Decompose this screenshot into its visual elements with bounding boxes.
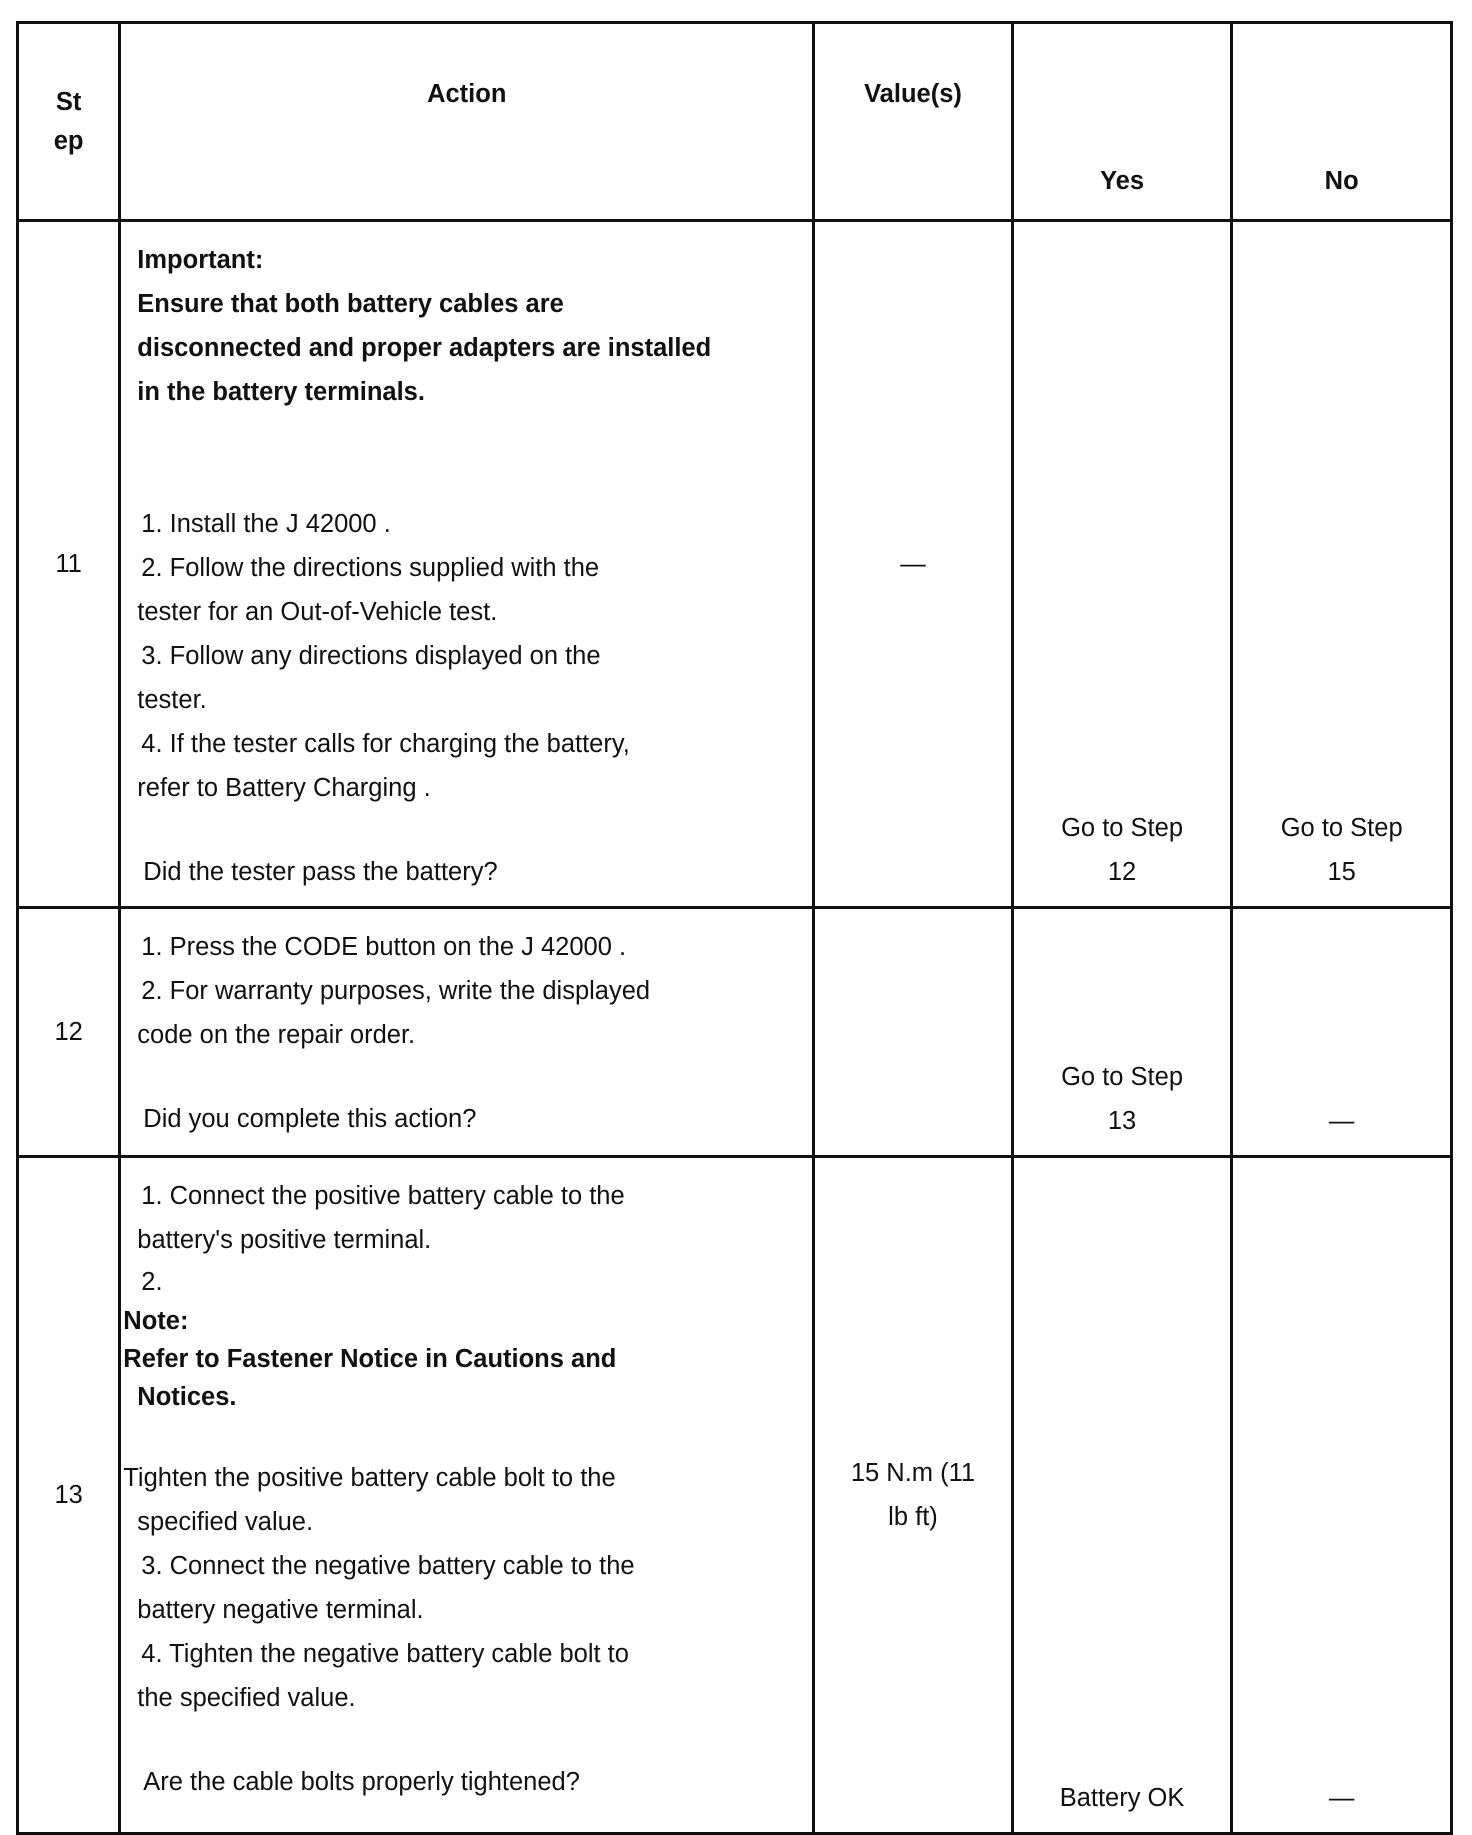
procedure-step: 1. Press the CODE button on the J 42000 . — [141, 933, 627, 961]
torque-value-unit: lb ft) — [888, 1503, 938, 1531]
note-line: Refer to Fastener Notice in Cautions and — [123, 1345, 617, 1373]
no-cell — [1232, 221, 1452, 908]
yes-text: Battery OK — [1059, 1784, 1185, 1812]
procedure-step: 1. Install the J 42000 . — [141, 510, 391, 538]
yes-cell — [1012, 908, 1232, 1157]
yes-cell — [1012, 1157, 1232, 1834]
action-cell — [120, 1157, 814, 1834]
header-step-line1: St — [55, 87, 82, 116]
no-dash: — — [1328, 1784, 1355, 1812]
table-row-step-13 — [18, 1157, 1452, 1834]
yes-step-number: 13 — [1107, 1107, 1137, 1135]
step-number: 12 — [18, 908, 120, 1157]
yes-step-number: 12 — [1107, 858, 1137, 886]
procedure-step: 2. Follow the directions supplied with the — [141, 554, 600, 582]
header-values: Value(s) — [814, 23, 1013, 221]
note-label: Note: — [123, 1307, 189, 1335]
procedure-step-cont: refer to Battery Charging . — [137, 774, 431, 802]
header-no: No — [1232, 23, 1452, 221]
important-label: Important: — [137, 246, 264, 274]
torque-value: 15 N.m (11 — [850, 1459, 976, 1487]
note-line: Notices. — [137, 1383, 237, 1411]
action-cell — [120, 221, 814, 908]
important-line: disconnected and proper adapters are installed — [137, 334, 712, 362]
procedure-step: 3. Follow any directions displayed on the — [141, 642, 601, 670]
yes-text: Go to Step — [1061, 814, 1184, 842]
value-cell — [814, 908, 1013, 1157]
no-cell — [1232, 1157, 1452, 1834]
procedure-step: 2. — [141, 1268, 163, 1296]
procedure-step-cont: the specified value. — [137, 1684, 356, 1712]
diagnostic-table — [16, 21, 1453, 1835]
yes-text: Go to Step — [1061, 1063, 1184, 1091]
value-cell: — — [814, 221, 1013, 908]
no-step-number: 15 — [1327, 858, 1356, 886]
tighten-instruction-cont: specified value. — [137, 1508, 314, 1536]
step-number: 11 — [18, 221, 120, 908]
yes-cell — [1012, 221, 1232, 908]
no-cell — [1232, 908, 1452, 1157]
step-number: 13 — [18, 1157, 120, 1834]
procedure-step: 1. Connect the positive battery cable to the — [141, 1182, 625, 1210]
header-step-line2: ep — [53, 126, 84, 155]
procedure-step: 2. For warranty purposes, write the displayed — [141, 977, 651, 1005]
header-action: Action — [120, 23, 814, 221]
tighten-instruction: Tighten the positive battery cable bolt to the — [123, 1464, 616, 1492]
no-dash: — — [1328, 1107, 1355, 1135]
question-text: Did the tester pass the battery? — [143, 858, 498, 886]
procedure-step-cont: battery's positive terminal. — [137, 1226, 432, 1254]
table-row-step-11 — [18, 221, 1452, 908]
important-line: Ensure that both battery cables are — [137, 290, 564, 318]
procedure-step-cont: battery negative terminal. — [137, 1596, 424, 1624]
table-row-step-12 — [18, 908, 1452, 1157]
important-line: in the battery terminals. — [137, 378, 425, 406]
procedure-step: 3. Connect the negative battery cable to the — [141, 1552, 635, 1580]
procedure-step-cont: tester for an Out-of-Vehicle test. — [137, 598, 498, 626]
procedure-step-cont: code on the repair order. — [137, 1021, 416, 1049]
action-cell — [120, 908, 814, 1157]
question-text: Did you complete this action? — [143, 1105, 477, 1133]
question-text: Are the cable bolts properly tightened? — [143, 1768, 580, 1796]
procedure-step: 4. If the tester calls for charging the battery, — [141, 730, 630, 758]
header-yes: Yes — [1012, 23, 1232, 221]
header-step — [18, 23, 120, 221]
no-text: Go to Step — [1280, 814, 1403, 842]
procedure-step: 4. Tighten the negative battery cable bolt to — [141, 1640, 629, 1668]
value-cell — [814, 1157, 1013, 1834]
procedure-step-cont: tester. — [137, 686, 207, 714]
header-row — [18, 23, 1452, 221]
